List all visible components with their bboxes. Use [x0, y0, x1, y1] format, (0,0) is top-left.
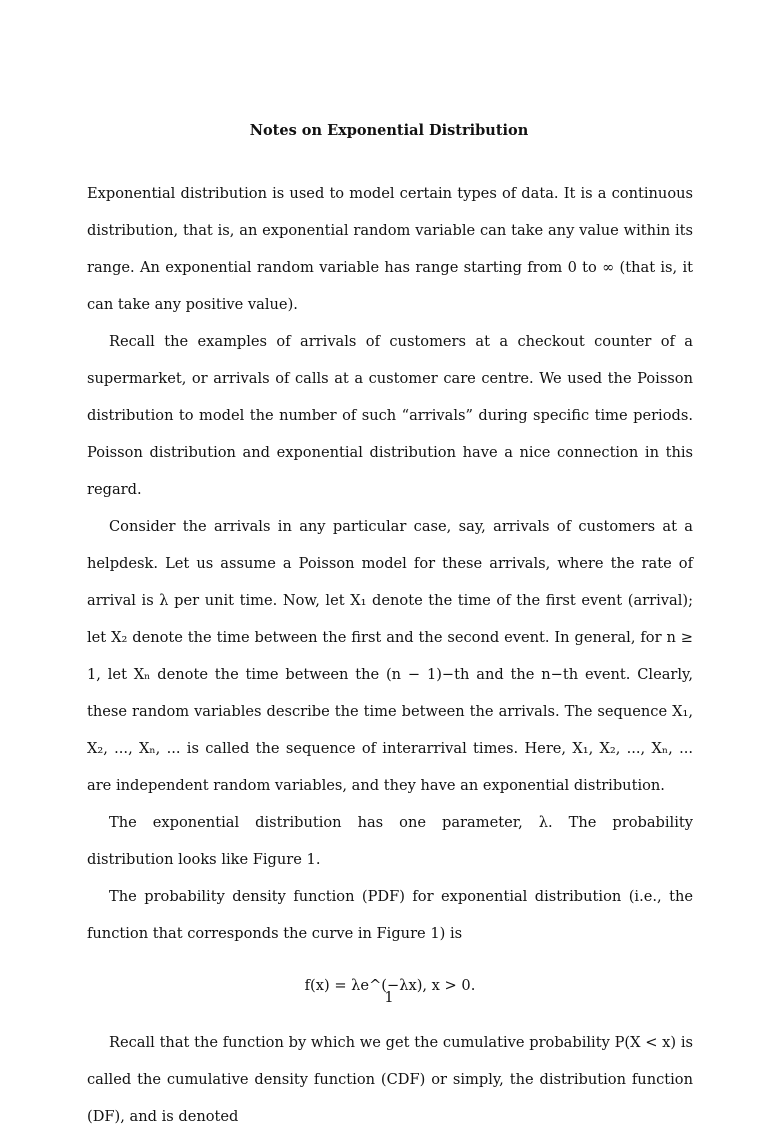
page-number: 1 [384, 990, 394, 1006]
paragraph-poisson-examples: Recall the examples of arrivals of customers at a checkout counter of a supermarket, or arrivals of calls at a customer care centre. We used the Poisson distribution to model the number of such “arrivals” during specific time periods. Poisson distribution and exponential distribution have a nice connection in this regard. [87, 333, 693, 498]
paragraph-intro: Exponential distribution is used to model certain types of data. It is a continuous distribution, that is, an exponential random variable can take any value within its range. An exponential random variable has range starting from 0 to ∞ (that is, it can take any positive value). [87, 185, 693, 313]
paragraph-pdf-intro: The probability density function (PDF) for exponential distribution (i.e., the function that corresponds the curve in Figure 1) is [87, 888, 693, 942]
pdf-equation-text: f(x) = λe^(−λx), x > 0. [304, 977, 476, 994]
pdf-equation [87, 952, 693, 1024]
document-title: Notes on Exponential Distribution [249, 122, 529, 139]
paragraph-cdf: Recall that the function by which we get the cumulative probability P(X < x) is called the cumulative density function (CDF) or simply, the distribution function (DF), and is denoted [87, 1034, 693, 1125]
paragraph-parameter: The exponential distribution has one parameter, λ. The probability distribution looks like Figure 1. [87, 814, 693, 868]
paragraph-interarrival-times: Consider the arrivals in any particular case, say, arrivals of customers at a helpdesk. Let us assume a Poisson model for these arrivals, where the rate of arrival is λ per unit time. Now, let X₁ denote the time of the first event (arrival); let X₂ denote the time between the first and the second event. In general, for n ≥ 1, let Xₙ denote the time between the (n − 1)−th and the n−th event. Clearly, these random variables describe the time between the arrivals. The sequence X₁, X₂, ..., Xₙ, ... is called the sequence of interarrival times. Here, X₁, X₂, ..., Xₙ, ... are independent random variables, and they have an exponential distribution. [87, 518, 693, 794]
